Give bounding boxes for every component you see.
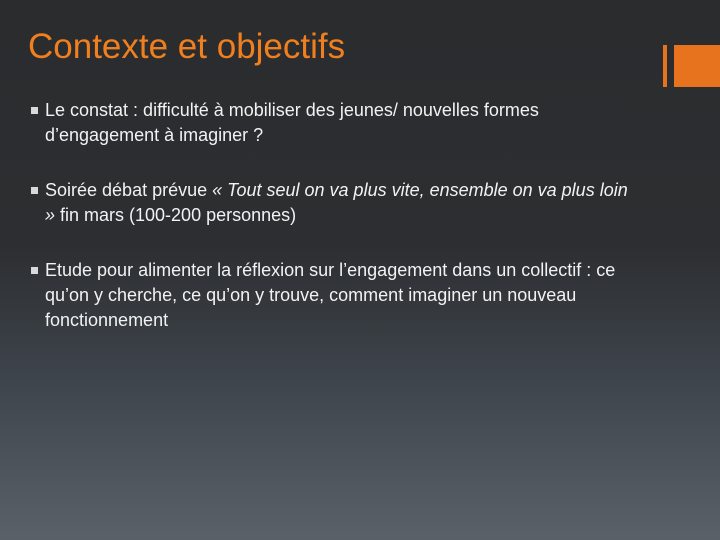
bullet-text: Le constat : difficulté à mobiliser des jeunes/ nouvelles formes d’engagement à imaginer ? xyxy=(45,100,539,145)
square-bullet-icon xyxy=(31,107,38,114)
accent-bar-thick xyxy=(674,45,720,87)
bullet-text-after: fin mars (100-200 personnes) xyxy=(55,205,297,225)
bullet-list xyxy=(30,98,630,363)
bullet-quote: « Tout seul on va plus vite, ensemble on va plus loin » xyxy=(45,180,628,225)
square-bullet-icon xyxy=(31,267,38,274)
square-bullet-icon xyxy=(31,187,38,194)
accent-bar-thin xyxy=(663,45,667,87)
bullet-text: Etude pour alimenter la réflexion sur l’engagement dans un collectif : ce qu’on y cherche, ce qu’on y trouve, comment imaginer un nouveau fonctionnement xyxy=(45,260,616,330)
slide-title: Contexte et objectifs xyxy=(28,27,346,66)
bullet-item-etude xyxy=(30,258,630,333)
bullet-text-before: Soirée débat prévue xyxy=(45,180,213,200)
bullet-item-constat xyxy=(30,98,630,148)
bullet-item-soiree xyxy=(30,178,630,228)
